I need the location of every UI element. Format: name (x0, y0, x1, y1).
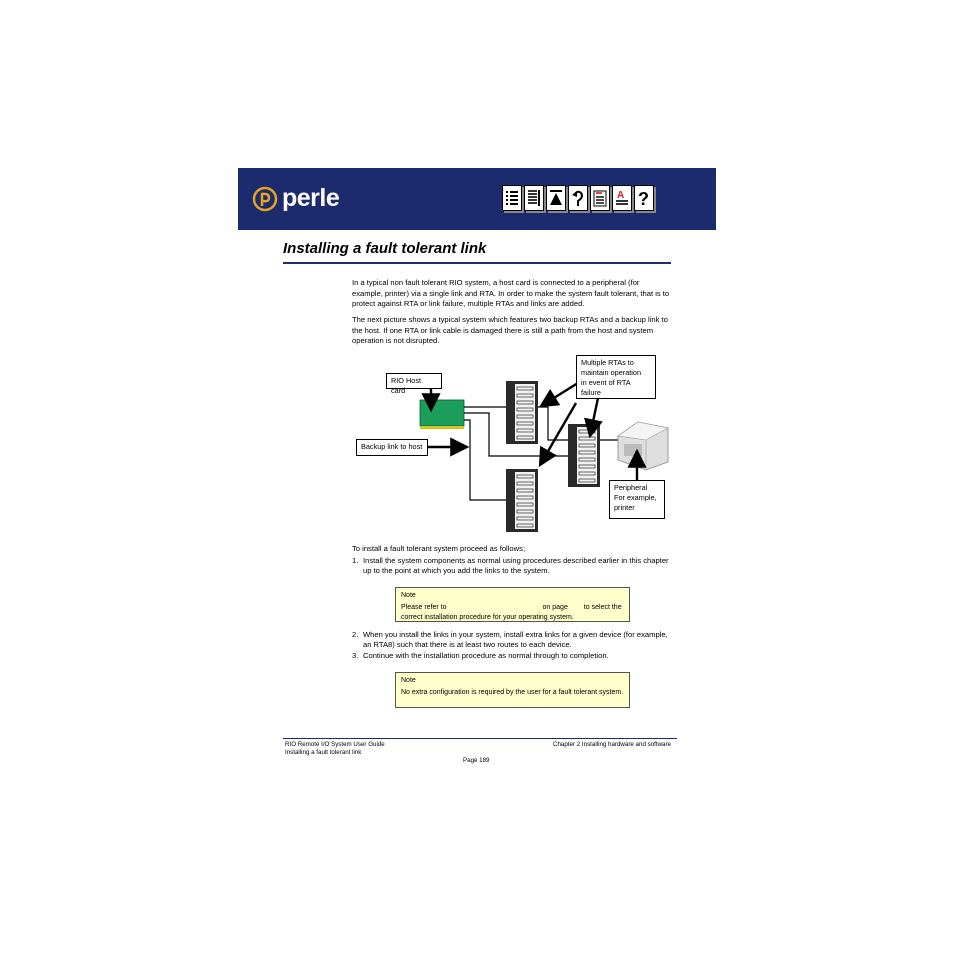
printer-icon (618, 422, 668, 470)
footer-guide-title: RIO Remote I/O System User Guide (285, 741, 385, 748)
note-text: No extra configuration is required by the user for a fault tolerant system. (401, 689, 624, 696)
step-1: 1. Install the system components as normal using procedures described earlier in this chapter up to the point at which you add the links to the system. (352, 556, 669, 575)
page-number: Page 189 (463, 757, 490, 764)
backup-link-label: Backup link to host (356, 439, 428, 456)
note-box-1 (395, 587, 630, 622)
host-card (420, 400, 464, 429)
rta-unit-middle (568, 424, 600, 487)
svg-text:A: A (617, 190, 625, 201)
host-card-label: RIO Host card (386, 373, 442, 389)
diagram-description: The next picture shows a typical system which features two backup RTAs and a backup link to the host. If one RTA or link cable is damaged there is still a path from the host and system operation is not disrupted. (352, 315, 668, 346)
rta-unit-top (506, 381, 538, 444)
peripheral-label: Peripheral For example, printer (609, 480, 665, 519)
rta-unit-bottom (506, 469, 538, 532)
footer-section: Installing a fault tolerant link (285, 749, 362, 756)
footer-chapter: Chapter 2 Installing hardware and software (553, 741, 671, 748)
procedure-intro: To install a fault tolerant system proceed as follows; (352, 544, 526, 553)
svg-text:?: ? (638, 189, 649, 207)
logo-text: perle (282, 184, 340, 212)
note-text: Please refer to on page to select the correct installation procedure for your operating system. (401, 604, 622, 621)
step-3: 3. Continue with the installation procedure as normal through to completion. (352, 651, 609, 660)
multiple-rtas-label: Multiple RTAs to maintain operation in event of RTA failure (576, 355, 656, 399)
note-box-2 (395, 672, 630, 708)
note-label: Note (401, 677, 416, 684)
intro-paragraph: In a typical non fault tolerant RIO system, a host card is connected to a peripheral (for example, printer) via a single link and RTA. In order to make the system fault tolerant, that is to protect against RTA or link failure, multiple RTAs and links are added. (352, 278, 670, 309)
footer-divider (283, 738, 677, 739)
step-2: 2. When you install the links in your system, install extra links for a given device (for example, an RTA8) such that there is at least two routes to each device. (352, 630, 668, 649)
note-label: Note (401, 592, 416, 599)
page-title: Installing a fault tolerant link (283, 240, 487, 257)
